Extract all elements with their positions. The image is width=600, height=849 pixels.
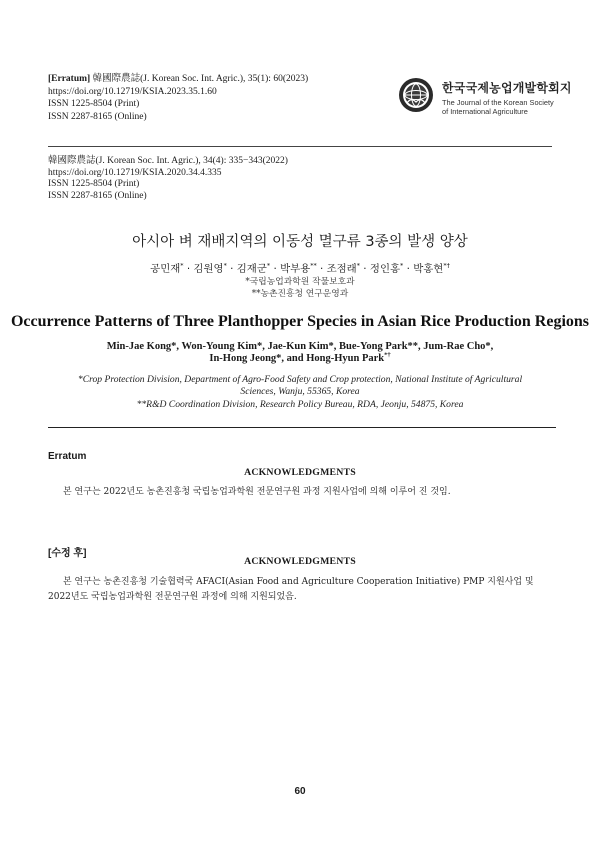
page-number: 60 <box>294 786 306 797</box>
society-name-korean: 한국국제농업개발학회지 <box>442 81 572 95</box>
author-separator: · <box>183 263 194 275</box>
society-name-english-line1: The Journal of the Korean Society <box>442 98 554 107</box>
english-authors-line2-mark: *† <box>384 351 391 359</box>
korean-author-mark: *† <box>443 261 450 270</box>
erratum-acknowledgments-text: 본 연구는 2022년도 농촌진흥청 국립농업과학원 전문연구원 과정 지원사업에 의해 이루어 진 것임. <box>63 487 451 497</box>
erratum-issn-online: ISSN 2287-8165 (Online) <box>48 111 147 122</box>
society-seal-icon <box>398 77 434 113</box>
original-journal-ref: 韓國際農誌(J. Korean Soc. Int. Agric.), 34(4): 335−343(2022) <box>48 156 288 166</box>
erratum-journal-ref: 韓國際農誌(J. Korean Soc. Int. Agric.), 35(1): 60(2023) <box>92 74 309 84</box>
revised-acknowledgments-heading: ACKNOWLEDGMENTS <box>244 556 356 567</box>
society-logo <box>398 77 588 121</box>
korean-author-mark: * <box>223 261 227 270</box>
revised-acknowledgments-text: 본 연구는 농촌진흥청 기술협력국 AFACI(Asian Food and Agriculture Cooperation Initiative) PMP 지원사업 및 2022년도 국립농업과학원 전문연구원 과정에 의해 지원되었음. <box>48 577 534 602</box>
revised-label: [수정 후] <box>48 548 87 559</box>
author-separator: · <box>359 263 370 275</box>
english-author-list <box>0 341 600 366</box>
original-issn-online: ISSN 2287-8165 (Online) <box>48 190 147 201</box>
korean-author-name: 조점래 <box>326 263 357 275</box>
erratum-label: Erratum <box>48 451 87 462</box>
korean-author-name: 박홍현 <box>413 263 444 275</box>
english-title: Occurrence Patterns of Three Planthopper Species in Asian Rice Production Regions <box>10 313 590 330</box>
korean-title: 아시아 벼 재배지역의 이동성 멸구류 3종의 발생 양상 <box>132 234 468 250</box>
society-name-english <box>442 98 554 117</box>
korean-author-mark: ** <box>310 261 317 270</box>
korean-author-name: 공민재 <box>150 263 181 275</box>
society-name-english-line2: of International Agriculture <box>442 107 528 117</box>
korean-author-name: 김재군 <box>236 263 267 275</box>
english-authors-line1: Min-Jae Kong*, Won-Young Kim*, Jae-Kun Kim*, Bue-Yong Park**, Jum-Rae Cho*, <box>106 341 494 352</box>
korean-author-name: 박부용 <box>280 263 311 275</box>
korean-author-name: 정인홍 <box>369 263 401 275</box>
original-doi[interactable]: https://doi.org/10.12719/KSIA.2020.34.4.335 <box>48 167 222 178</box>
english-affiliation-2: **R&D Coordination Division, Research Policy Bureau, RDA, Jeonju, 54875, Korea <box>136 398 464 410</box>
author-separator: · <box>270 263 281 275</box>
korean-affiliation-2: **농촌진흥청 연구운영과 <box>251 289 349 299</box>
erratum-tag: [Erratum] <box>48 74 91 84</box>
english-affiliations <box>60 374 540 411</box>
erratum-citation-block <box>48 73 308 123</box>
korean-author-mark: * <box>266 261 271 270</box>
erratum-doi[interactable]: https://doi.org/10.12719/KSIA.2023.35.1.60 <box>48 86 217 97</box>
english-authors-line2: In-Hong Jeong*, and Hong-Hyun Park <box>209 353 385 365</box>
korean-author-mark: * <box>180 261 184 270</box>
korean-author-mark: * <box>400 261 404 270</box>
english-affiliation-1: *Crop Protection Division, Department of Agro-Food Safety and Crop protection, National Institute of Agricultural Sciences, Wanju, 55365, Korea <box>77 374 523 398</box>
header-divider <box>48 146 552 147</box>
korean-author-mark: * <box>356 261 360 270</box>
korean-affiliation-1: *국립농업과학원 작물보호과 <box>245 277 355 287</box>
korean-affiliations <box>0 276 600 300</box>
original-issn-print: ISSN 1225-8504 (Print) <box>48 179 140 190</box>
erratum-issn-print: ISSN 1225-8504 (Print) <box>48 99 140 110</box>
author-separator: · <box>403 263 414 275</box>
author-separator: · <box>316 263 327 275</box>
body-divider <box>48 427 556 428</box>
erratum-acknowledgments-heading: ACKNOWLEDGMENTS <box>244 467 356 478</box>
author-separator: · <box>226 263 237 275</box>
original-citation-block <box>48 156 288 202</box>
korean-author-list <box>0 260 600 275</box>
korean-author-name: 김원영 <box>193 263 224 275</box>
